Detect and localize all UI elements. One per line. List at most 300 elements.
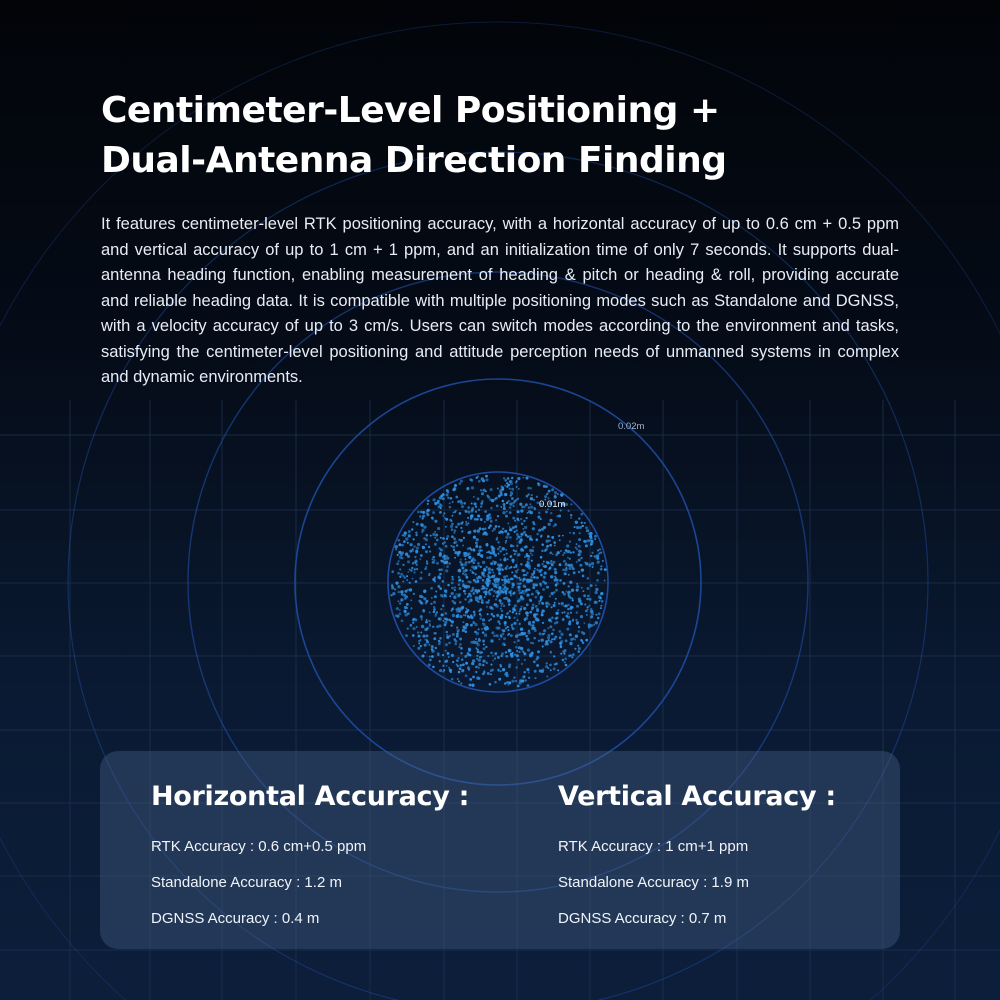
scatter-point [429,656,431,658]
scatter-point [413,593,415,595]
scatter-point [490,669,493,672]
scatter-point [422,511,425,514]
scatter-point [391,586,394,589]
scatter-point [479,597,481,599]
scatter-point [477,529,480,532]
scatter-point [497,553,499,555]
scatter-point [402,564,404,566]
scatter-point [452,607,454,609]
scatter-point [546,586,549,589]
scatter-point [514,520,516,522]
scatter-point [428,663,431,666]
scatter-point [503,576,506,579]
scatter-point [548,618,551,621]
scatter-point [423,590,426,593]
scatter-point [395,582,398,585]
scatter-point [510,566,512,568]
scatter-point [581,587,583,589]
scatter-point [489,683,492,686]
scatter-point [503,629,506,632]
scatter-point [517,477,520,480]
scatter-point [549,566,552,569]
scatter-point [550,575,553,578]
scatter-point [519,608,522,611]
scatter-point [396,562,399,565]
scatter-point [515,499,517,501]
scatter-point [497,656,500,659]
scatter-point [485,566,487,568]
scatter-point [541,612,543,614]
scatter-point [486,583,489,586]
scatter-point [497,515,499,517]
scatter-point [456,627,458,629]
scatter-point [489,593,492,596]
ring-label-outer: 0.02m [618,421,645,432]
scatter-point [538,640,540,642]
scatter-point [432,626,434,628]
scatter-point [420,554,423,557]
scatter-point [594,538,596,540]
scatter-point [522,580,524,582]
scatter-point [453,549,455,551]
scatter-point [564,657,567,660]
scatter-point [510,491,513,494]
scatter-point [514,553,516,555]
scatter-point [451,515,453,517]
scatter-point [469,581,472,584]
scatter-point [482,664,484,666]
scatter-point [585,562,588,565]
scatter-point [407,542,409,544]
scatter-point [526,517,528,519]
scatter-point [554,571,557,574]
scatter-point [549,519,552,522]
scatter-point [591,562,594,565]
scatter-point [422,517,424,519]
scatter-point [542,544,544,546]
scatter-point [450,525,453,528]
scatter-point [530,511,533,514]
scatter-point [487,496,490,499]
scatter-point [576,526,579,529]
scatter-point [430,603,432,605]
accuracy-specs-card [100,751,900,949]
scatter-point [481,572,484,575]
scatter-point [465,576,468,579]
scatter-point [432,558,434,560]
scatter-point [391,570,394,573]
scatter-point [504,530,507,533]
scatter-point [577,645,579,647]
scatter-point [526,668,529,671]
scatter-point [560,493,563,496]
scatter-point [537,482,539,484]
scatter-point [582,525,584,527]
scatter-point [513,549,515,551]
scatter-point [395,614,398,617]
scatter-point [585,639,588,642]
scatter-point [598,612,601,615]
scatter-point [422,546,425,549]
scatter-point [587,595,590,598]
scatter-point [471,486,474,489]
scatter-point [511,626,513,628]
scatter-point [484,521,486,523]
scatter-point [536,584,538,586]
scatter-point [546,561,549,564]
scatter-point [466,587,468,589]
scatter-point [459,561,462,564]
scatter-point [489,498,492,501]
scatter-point [454,540,457,543]
scatter-point [572,599,574,601]
scatter-point [432,561,435,564]
scatter-point [460,563,463,566]
scatter-point [459,512,462,515]
scatter-point [480,566,482,568]
scatter-point [523,671,525,673]
scatter-point [452,545,455,548]
scatter-point [578,545,581,548]
scatter-point [475,477,477,479]
scatter-point [455,593,457,595]
scatter-point [542,588,545,591]
scatter-point [490,488,493,491]
scatter-point [422,515,425,518]
scatter-point [534,568,536,570]
scatter-point [536,496,538,498]
scatter-point [567,591,570,594]
scatter-point [511,586,514,589]
scatter-point [517,633,520,636]
scatter-point [450,620,452,622]
scatter-point [498,572,501,575]
scatter-point [518,488,520,490]
scatter-point [416,568,418,570]
scatter-point [447,491,449,493]
scatter-point [420,602,423,605]
scatter-point [454,529,457,532]
scatter-point [532,546,534,548]
scatter-point [433,637,436,640]
scatter-point [519,651,521,653]
scatter-point [495,525,498,528]
scatter-point [486,515,489,518]
scatter-point [491,546,494,549]
scatter-point [554,545,556,547]
horizontal-dgnss-accuracy: DGNSS Accuracy : 0.4 m [151,910,320,927]
scatter-point [464,593,466,595]
scatter-point [588,626,591,629]
scatter-point [563,572,566,575]
scatter-point [541,550,543,552]
scatter-point [498,586,501,589]
scatter-point [462,573,464,575]
scatter-point [478,667,480,669]
scatter-point [409,588,412,591]
scatter-point [460,527,462,529]
scatter-point [410,543,413,546]
scatter-point [509,528,511,530]
scatter-point [578,559,581,562]
scatter-point [448,562,451,565]
scatter-point [559,579,562,582]
scatter-point [578,553,581,556]
scatter-point [520,628,523,631]
scatter-point [496,538,498,540]
scatter-point [453,596,456,599]
scatter-point [433,601,436,604]
scatter-point [547,634,550,637]
scatter-point [486,557,488,559]
scatter-point [551,633,554,636]
scatter-point [443,561,445,563]
scatter-point [451,587,454,590]
scatter-point [595,584,597,586]
scatter-point [435,590,437,592]
scatter-point [395,548,397,550]
scatter-point [456,635,459,638]
scatter-point [474,518,477,521]
horizontal-rtk-accuracy: RTK Accuracy : 0.6 cm+0.5 ppm [151,838,367,855]
scatter-point [472,676,475,679]
scatter-point [441,595,443,597]
scatter-point [516,612,518,614]
scatter-point [505,651,507,653]
scatter-point [442,671,444,673]
scatter-point [526,603,529,606]
scatter-point [442,654,444,656]
scatter-point [453,602,456,605]
scatter-point [475,671,477,673]
scatter-point [403,540,406,543]
scatter-points [390,475,606,688]
scatter-point [534,670,537,673]
scatter-point [483,575,486,578]
scatter-point [568,654,571,657]
scatter-point [580,513,583,516]
scatter-point [524,589,527,592]
scatter-point [562,591,565,594]
scatter-point [493,528,496,531]
scatter-point [523,505,526,508]
scatter-point [478,565,480,567]
scatter-point [415,559,418,562]
scatter-point [600,607,602,609]
scatter-point [536,538,539,541]
scatter-point [487,672,490,675]
scatter-point [485,475,488,478]
scatter-point [596,579,599,582]
scatter-point [509,506,512,509]
scatter-point [427,499,430,502]
scatter-point [470,560,472,562]
scatter-point [489,577,491,579]
scatter-point [577,650,580,653]
scatter-point [442,665,444,667]
scatter-point [530,552,532,554]
scatter-point [465,611,468,614]
scatter-point [502,547,505,550]
scatter-point [481,588,483,590]
scatter-point [418,642,420,644]
scatter-point [525,477,528,480]
scatter-point [499,623,501,625]
scatter-point [428,546,430,548]
scatter-point [487,655,489,657]
scatter-point [501,531,504,534]
scatter-point [538,512,541,515]
scatter-point [486,662,488,664]
scatter-point [560,633,563,636]
scatter-point [460,522,463,525]
scatter-point [569,532,571,534]
scatter-point [498,526,500,528]
scatter-point [439,511,442,514]
scatter-point [554,602,556,604]
scatter-point [502,591,505,594]
scatter-point [439,637,442,640]
scatter-point [464,563,467,566]
scatter-point [414,618,417,621]
scatter-point [578,538,581,541]
scatter-point [586,608,588,610]
scatter-point [434,520,437,523]
scatter-point [544,572,547,575]
scatter-point [579,532,581,534]
scatter-point [569,642,572,645]
scatter-point [485,588,487,590]
scatter-point [480,505,482,507]
scatter-point [510,544,513,547]
scatter-point [528,621,531,624]
scatter-point [563,560,566,563]
scatter-point [458,576,461,579]
scatter-point [530,654,533,657]
scatter-point [401,619,404,622]
scatter-point [467,511,470,514]
scatter-point [583,622,585,624]
scatter-point [496,614,499,617]
scatter-point [553,655,555,657]
scatter-point [554,663,556,665]
scatter-point [401,551,404,554]
scatter-point [517,586,520,589]
scatter-point [484,634,487,637]
scatter-point [498,566,501,569]
scatter-point [429,550,431,552]
scatter-point [445,518,448,521]
scatter-point [515,666,517,668]
scatter-point [604,568,607,571]
scatter-point [518,646,521,649]
scatter-point [431,597,433,599]
scatter-point [397,600,399,602]
scatter-point [432,666,435,669]
scatter-point [570,612,572,614]
scatter-point [534,677,536,679]
scatter-point [544,643,547,646]
scatter-point [461,658,463,660]
scatter-point [482,618,485,621]
scatter-point [447,497,449,499]
scatter-point [528,671,530,673]
scatter-point [543,576,546,579]
scatter-point [510,482,513,485]
scatter-point [426,560,428,562]
scatter-point [590,555,592,557]
scatter-point [465,674,468,677]
scatter-point [490,507,492,509]
scatter-point [526,614,528,616]
scatter-point [562,535,564,537]
scatter-point [522,549,524,551]
scatter-point [581,522,583,524]
scatter-point [517,553,520,556]
scatter-point [456,664,458,666]
scatter-point [504,479,506,481]
scatter-point [505,542,507,544]
scatter-point [405,537,408,540]
scatter-point [600,592,603,595]
scatter-point [533,576,536,579]
scatter-point [513,641,515,643]
scatter-point [500,559,502,561]
scatter-point [493,634,496,637]
scatter-point [509,536,512,539]
scatter-point [473,562,476,565]
scatter-point [521,591,524,594]
scatter-point [473,536,476,539]
scatter-point [488,550,491,553]
scatter-point [489,606,492,609]
scatter-point [454,589,456,591]
scatter-point [527,536,529,538]
scatter-point [547,667,549,669]
scatter-point [540,596,543,599]
scatter-point [517,510,520,513]
scatter-point [551,638,553,640]
scatter-point [511,488,514,491]
scatter-point [542,622,544,624]
scatter-point [568,622,571,625]
scatter-point [494,561,497,564]
scatter-point [455,526,457,528]
scatter-point [480,617,482,619]
horizontal-standalone-accuracy: Standalone Accuracy : 1.2 m [151,874,342,891]
scatter-point [563,611,565,613]
scatter-point [477,562,479,564]
scatter-point [523,675,525,677]
scatter-point [448,635,451,638]
scatter-point [456,544,459,547]
scatter-point [534,508,536,510]
scatter-point [408,530,411,533]
scatter-point [526,638,529,641]
scatter-point [552,628,555,631]
scatter-point [459,664,462,667]
scatter-point [534,596,537,599]
scatter-point [586,598,588,600]
scatter-point [404,610,407,613]
scatter-point [452,488,455,491]
scatter-point [478,659,481,662]
scatter-point [442,515,444,517]
scatter-point [462,545,464,547]
scatter-point [446,535,449,538]
scatter-point [476,632,479,635]
scatter-point [568,510,570,512]
